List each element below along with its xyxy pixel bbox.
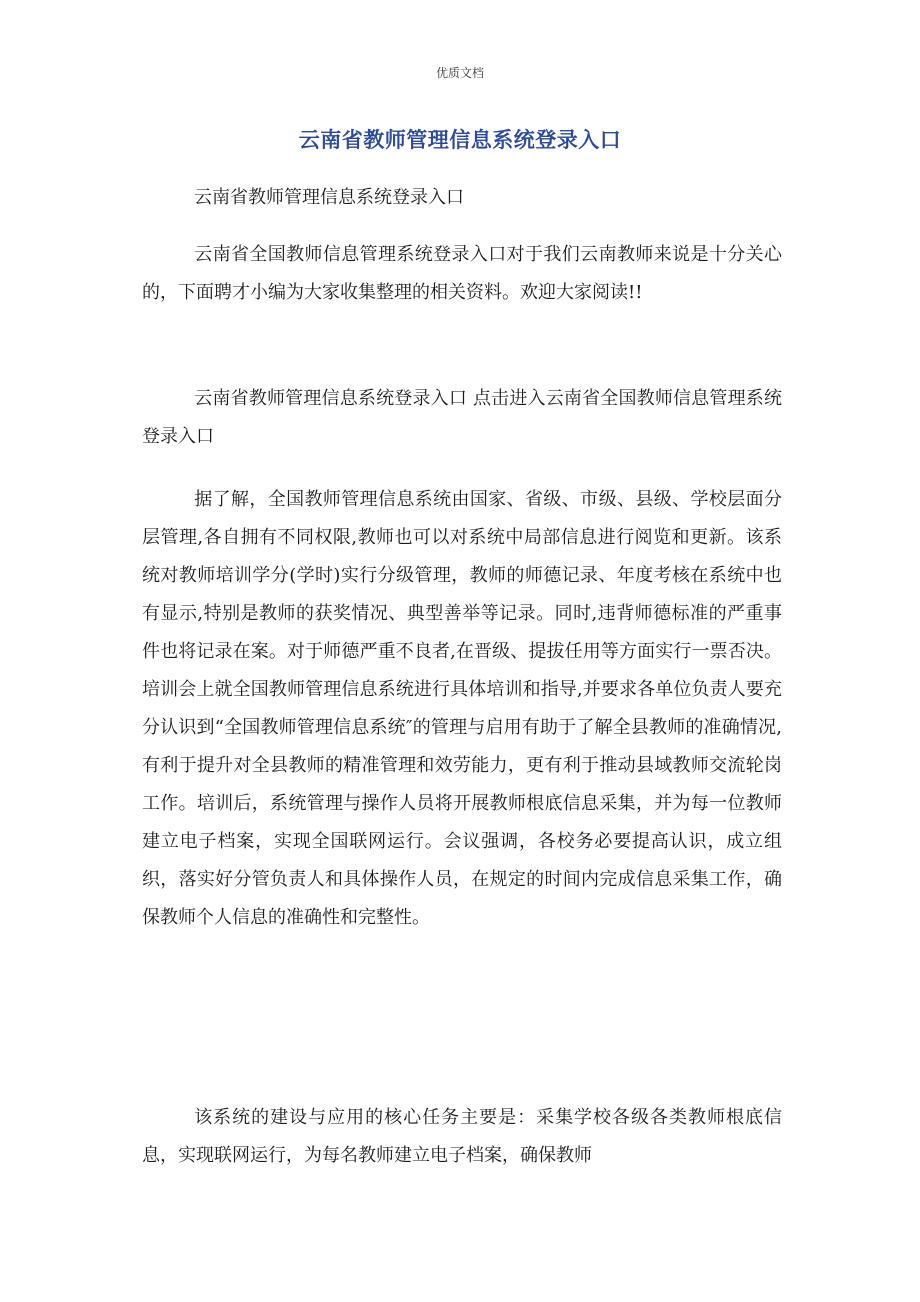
login-link-paragraph: 云南省教师管理信息系统登录入口 点击进入云南省全国教师信息管理系统登录入口	[142, 388, 782, 447]
system-description-paragraph: 据了解，全国教师管理信息系统由国家、省级、市级、县级、学校层面分层管理,各自拥有不同权限,教师也可以对系统中局部信息进行阅览和更新。该系统对教师培训学分(学时)实行分级管理，教师的师德记录、年度考核在系统中也有显示,特别是教师的获奖情况、典型善举等记录。同时,违背师德标准的严重事件也将记录在案。对于师德严重不良者,在晋级、提拔任用等方面实行一票否决。培训会上就全国教师管理信息系统进行具体培训和指导,并要求各单位负责人要充分认识到“全国教师管理信息系统″的管理与启用有助于了解全县教师的准确情况,有利于提升对全县教师的精准管理和效劳能力，更有利于推动县域教师交流轮岗工作。培训后，系统管理与操作人员将开展教师根底信息采集，并为每一位教师建立电子档案，实现全国联网运行。会议强调，各校务必要提高认识，成立组织，落实好分管负责人和具体操作人员，在规定的时间内完成信息采集工作，确保教师个人信息的准确性和完整性。	[142, 489, 782, 928]
document-title: 云南省教师管理信息系统登录入口	[298, 128, 622, 152]
page-header: 优质文档	[435, 66, 484, 80]
core-task-paragraph: 该系统的建设与应用的核心任务主要是：采集学校各级各类教师根底信息，实现联网运行，为每名教师建立电子档案，确保教师	[142, 1107, 782, 1166]
document-subtitle: 云南省教师管理信息系统登录入口	[194, 187, 464, 208]
intro-paragraph: 云南省全国教师信息管理系统登录入口对于我们云南教师来说是十分关心的，下面聘才小编为大家收集整理的相关资料。欢迎大家阅读!!	[142, 244, 782, 303]
